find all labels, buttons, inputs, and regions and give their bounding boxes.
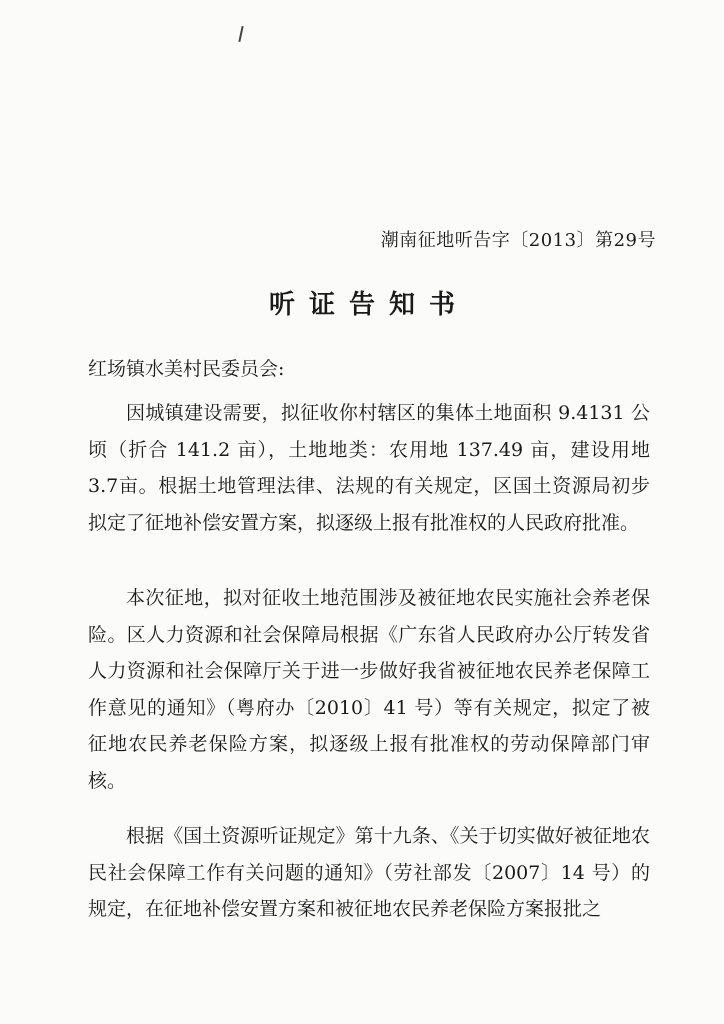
scan-mark (238, 26, 243, 42)
document-title: 听证告知书 (268, 290, 469, 320)
paragraph-2: 本次征地，拟对征收土地范围涉及被征地农民实施社会养老保险。区人力资源和社会保障局根据《广东省人民政府办公厅转发省人力资源和社会保障厅关于进一步做好我省被征地农民养老保障工作意见的通知》（粤府办〔2010〕41 号）等有关规定，拟定了被征地农民养老保险方案，拟逐级上报有批准权的劳动保障部门审核。 (88, 587, 650, 792)
paragraph-1: 因城镇建设需要，拟征收你村辖区的集体土地面积 9.4131 公顷（折合 141.2 亩），土地地类：农用地 137.49 亩，建设用地 3.7亩。根据土地管理法律、法规的有关规定，区国土资源局初步拟定了征地补偿安置方案，拟逐级上报有批准权的人民政府批准。 (88, 402, 650, 534)
document-number: 潮南征地听告字〔2013〕第29号 (380, 230, 656, 251)
paragraph-3: 根据《国土资源听证规定》第十九条、《关于切实做好被征地农民社会保障工作有关问题的通知》（劳社部发〔2007〕14 号）的规定，在征地补偿安置方案和被征地农民养老保险方案报批之 (88, 825, 650, 920)
salutation: 红场镇水美村民委员会: (88, 358, 285, 380)
